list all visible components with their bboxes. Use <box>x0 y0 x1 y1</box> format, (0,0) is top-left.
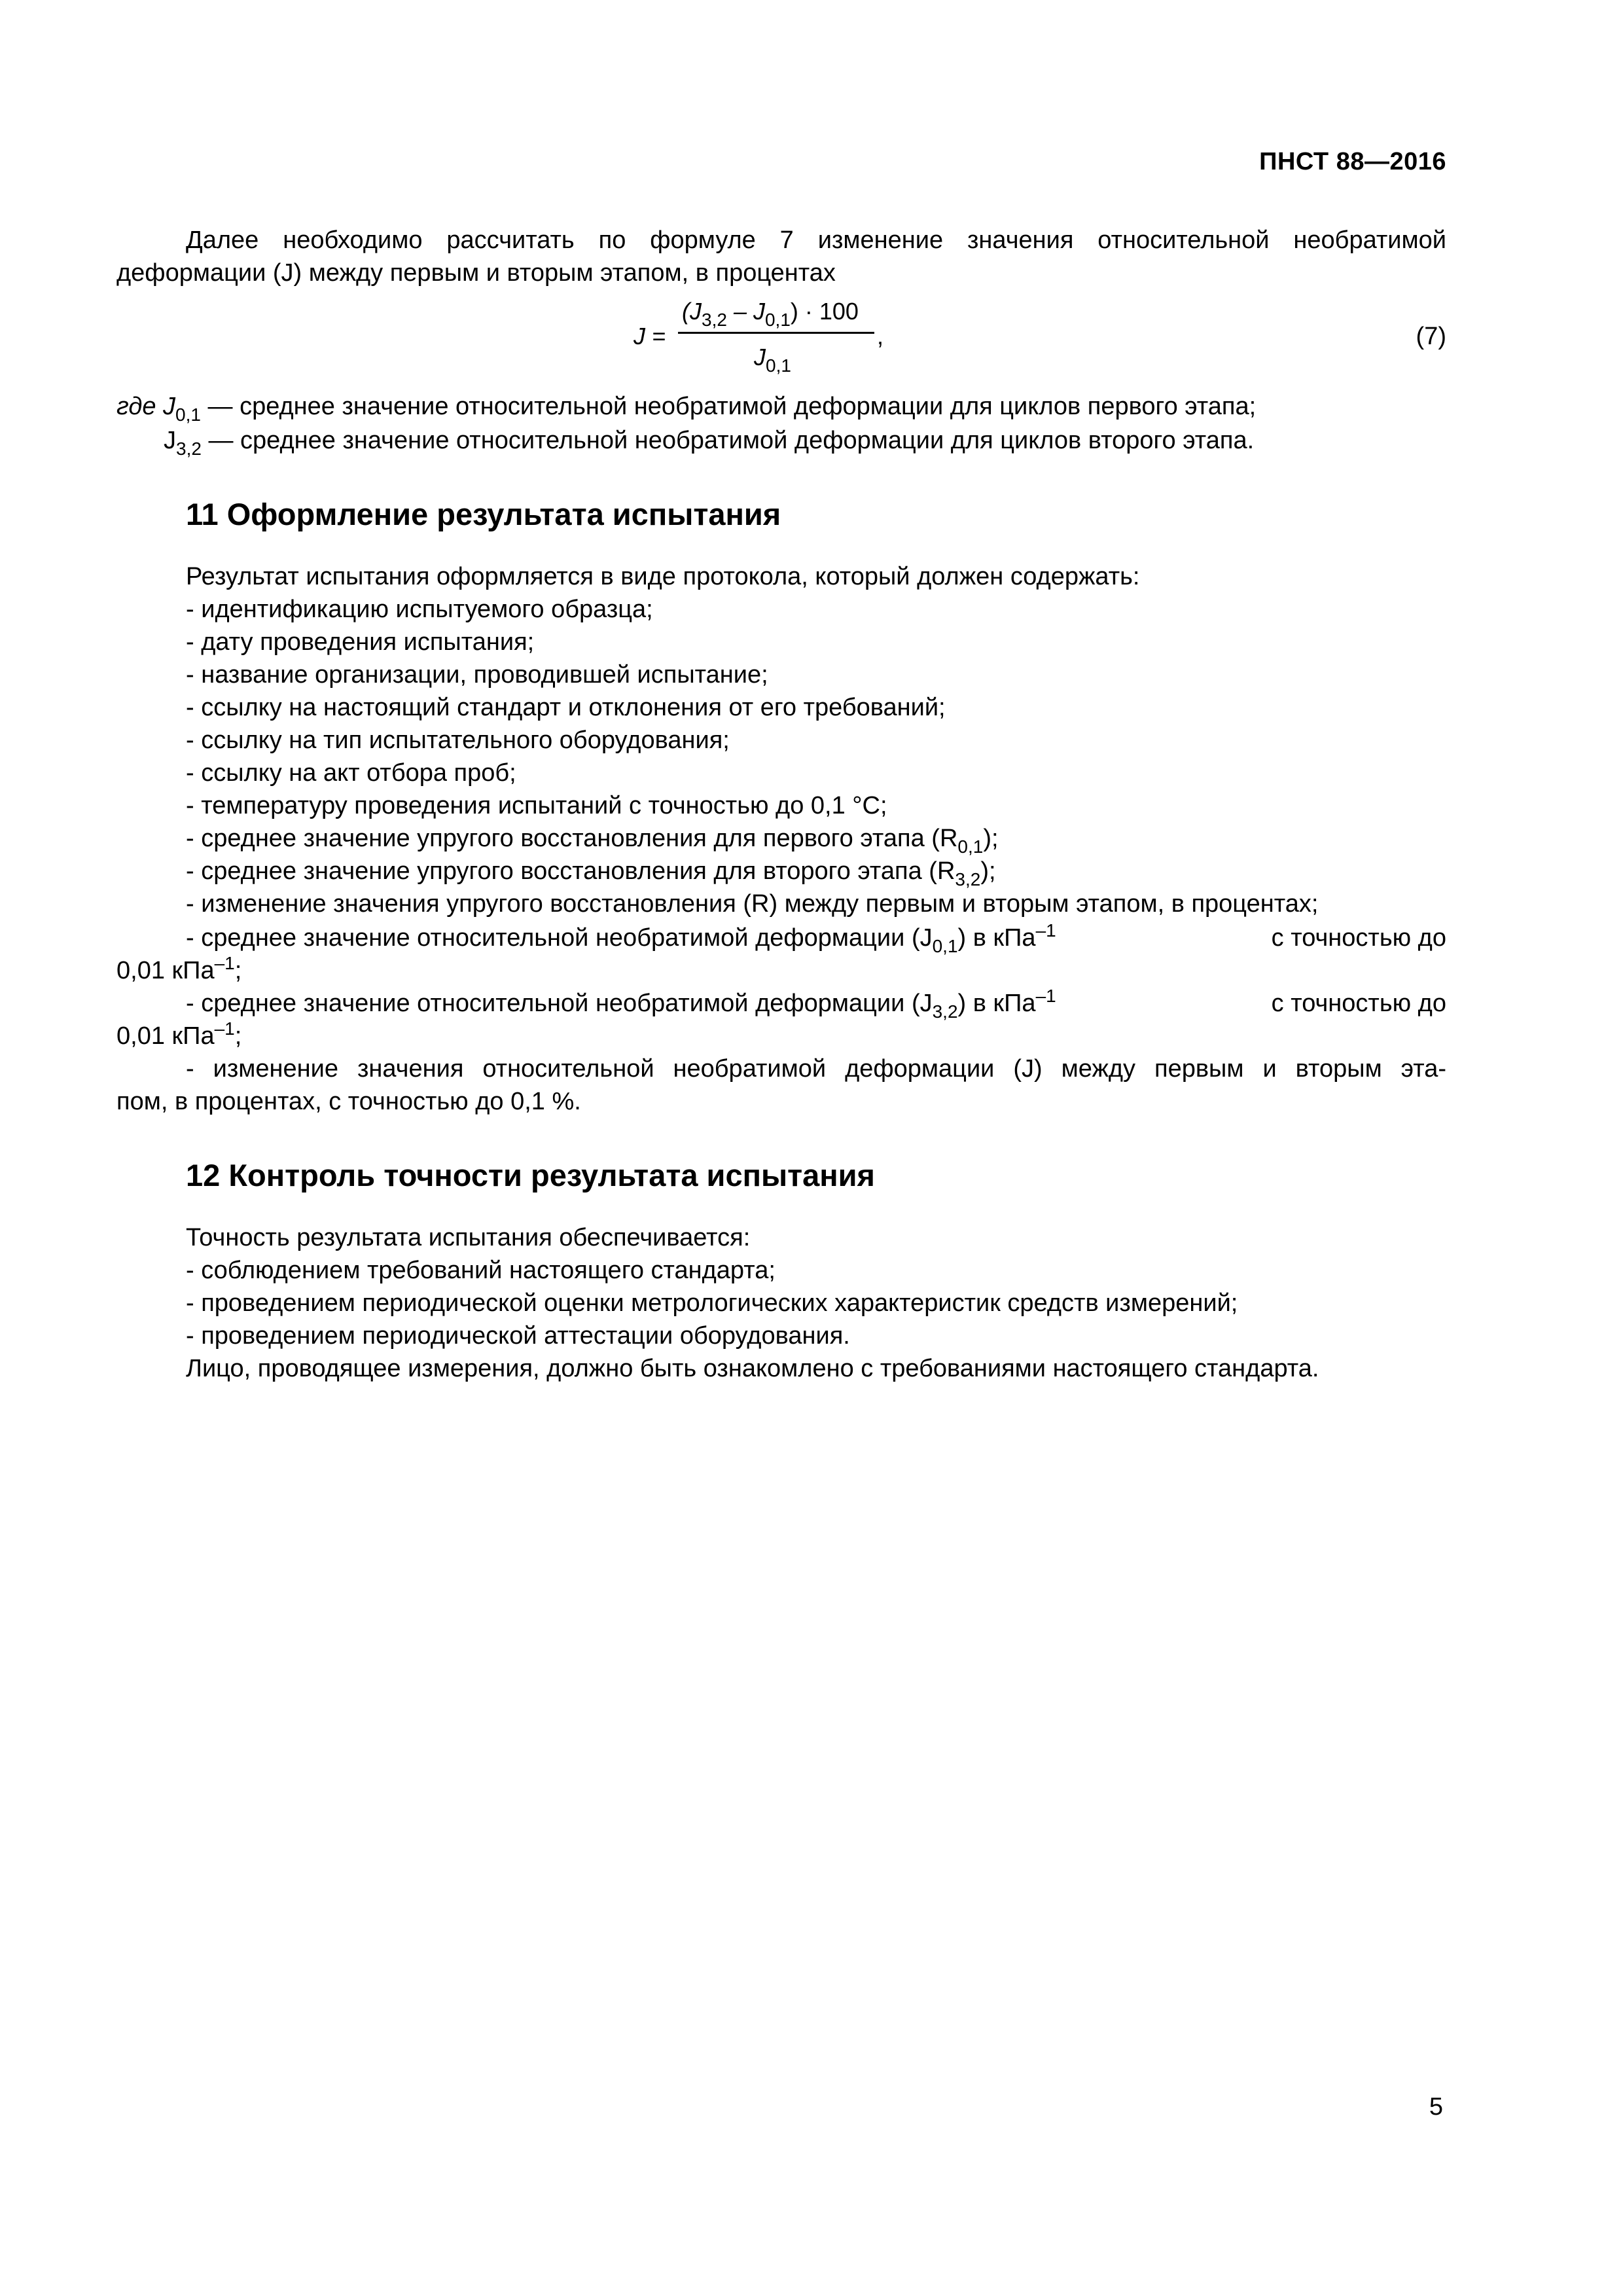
page-number: 5 <box>1429 2093 1443 2121</box>
where-line-2: $J_{3,2}$ — среднее значение относительной необратимой деформации для циклов второго этапа. <box>164 427 1255 459</box>
list-item-r01: - среднее значение упругого восстановления для первого этапа $(R_{0,1})$; <box>186 825 999 857</box>
list-item: - название организации, проводившей испытание; <box>186 661 768 689</box>
intro-paragraph: Далее необходимо рассчитать по формуле 7 изменение значения относительной необратимой деформации (J) между первым и вторым этапом, в процентах <box>116 226 1446 287</box>
fraction-bar <box>678 332 874 334</box>
list-item-r-change: - изменение значения упругого восстановления (R) между первым и вторым этапом, в процентах; <box>186 890 1319 918</box>
list-item-j01: - среднее значение относительной необратимой деформации $(J_{0,1})$ в кПа$^{-1}$ с точностью до <box>186 920 1446 956</box>
list-item-r32: - среднее значение упругого восстановления для второго этапа $(R_{3,2})$; <box>186 857 996 889</box>
list-item: - ссылку на акт отбора проб; <box>186 759 516 787</box>
section-11-lead: Результат испытания оформляется в виде протокола, который должен содержать: <box>186 563 1140 590</box>
where-line-1: где $J_{0,1}$ — среднее значение относительной необратимой деформации для циклов первого этапа; <box>116 393 1257 425</box>
list-item: - дату проведения испытания; <box>186 628 535 656</box>
list-item-j-change-cont: пом, в процентах, с точностью до 0,1 %. <box>116 1088 581 1115</box>
formula-denominator: $J_{0,1}$ <box>754 344 791 376</box>
formula-lhs: J = <box>633 323 666 350</box>
list-item-j32-cont: 0,01 кПа$^{-1}$; <box>116 1018 242 1050</box>
list-item-j01-cont: 0,01 кПа$^{-1}$; <box>116 953 242 984</box>
list-item: - проведением периодической аттестации оборудования. <box>186 1322 850 1350</box>
section-12-title: 12 Контроль точности результата испытания <box>186 1158 875 1193</box>
list-item-j-change: - изменение значения относительной необратимой деформации (J) между первым и вторым эта- <box>186 1055 1446 1083</box>
formula-numerator: $(J_{3,2} - J_{0,1}) \cdot 100$ <box>682 298 859 330</box>
list-item: - ссылку на тип испытательного оборудования; <box>186 726 730 754</box>
section-11-title: 11 Оформление результата испытания <box>186 497 781 531</box>
section-12-lead: Точность результата испытания обеспечивается: <box>186 1224 751 1251</box>
list-item-j32: - среднее значение относительной необратимой деформации $(J_{3,2})$ в кПа$^{-1}$ с точностью до <box>186 986 1446 1022</box>
document-code: ПНСТ 88—2016 <box>1259 148 1446 175</box>
list-item: - соблюдением требований настоящего стандарта; <box>186 1257 776 1284</box>
list-item: - проведением периодической оценки метрологических характеристик средств измерений; <box>186 1289 1238 1317</box>
list-item: - температуру проведения испытаний с точностью до 0,1 °С; <box>186 792 887 819</box>
section-12-closing: Лицо, проводящее измерения, должно быть ознакомлено с требованиями настоящего стандарта. <box>186 1355 1319 1382</box>
list-item: - идентификацию испытуемого образца; <box>186 596 653 623</box>
equation-number: (7) <box>1416 323 1446 350</box>
formula-comma: , <box>877 323 884 350</box>
list-item: - ссылку на настоящий стандарт и отклонения от его требований; <box>186 694 946 721</box>
